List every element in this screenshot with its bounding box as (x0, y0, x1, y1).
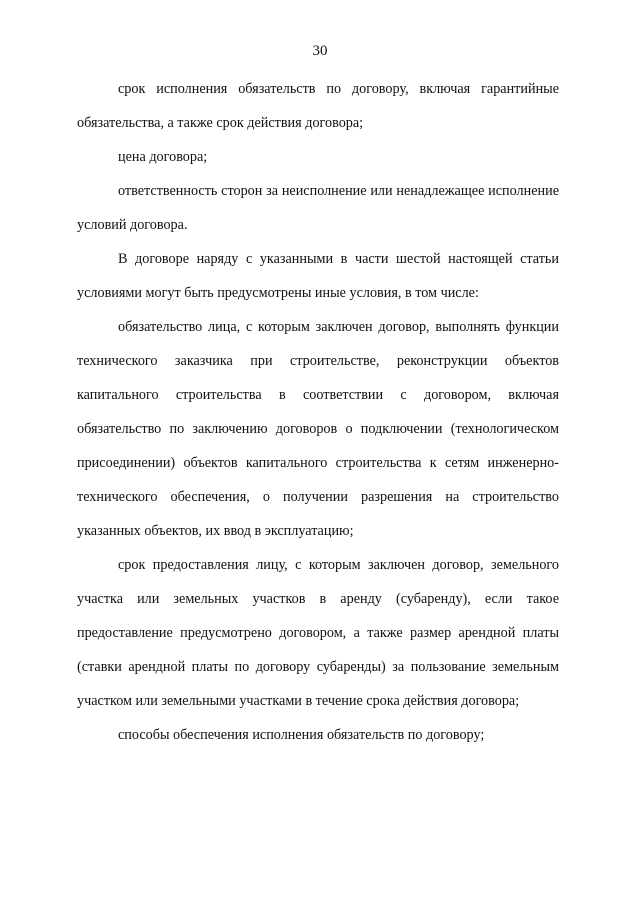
paragraph-contract-price: цена договора; (118, 149, 208, 165)
paragraph-technical-customer: обязательство лица, с которым заключен договор, выполнять функции технического заказчика при строительстве, реконструкции объектов капитального строительства в соответствии с договором, включая обязательство по заключению договоров о подключении (технологическом присоединении) объектов капитального строительства к сетям инженерно-технического обеспечения, о получении разрешения на строительство указанных объектов, их ввод в эксплуатацию; (77, 319, 559, 539)
paragraph-security-methods: способы обеспечения исполнения обязательств по договору; (118, 727, 485, 743)
document-body (77, 72, 559, 752)
page-number: 30 (312, 43, 328, 59)
paragraph-liability: ответственность сторон за неисполнение или ненадлежащее исполнение условий договора. (77, 183, 559, 233)
paragraph-land-plot: срок предоставления лицу, с которым заключен договор, земельного участка или земельных участков в аренду (субаренду), если такое предоставление предусмотрено договором, а также размер арендной платы (ставки арендной платы по договору субаренды) за пользование земельным участком или земельными участками в течение срока действия договора; (77, 557, 559, 709)
paragraph-other-conditions: В договоре наряду с указанными в части шестой настоящей статьи условиями могут быть предусмотрены иные условия, в том числе: (77, 251, 559, 301)
paragraph-contract-term: срок исполнения обязательств по договору, включая гарантийные обязательства, а также срок действия договора; (77, 81, 559, 131)
